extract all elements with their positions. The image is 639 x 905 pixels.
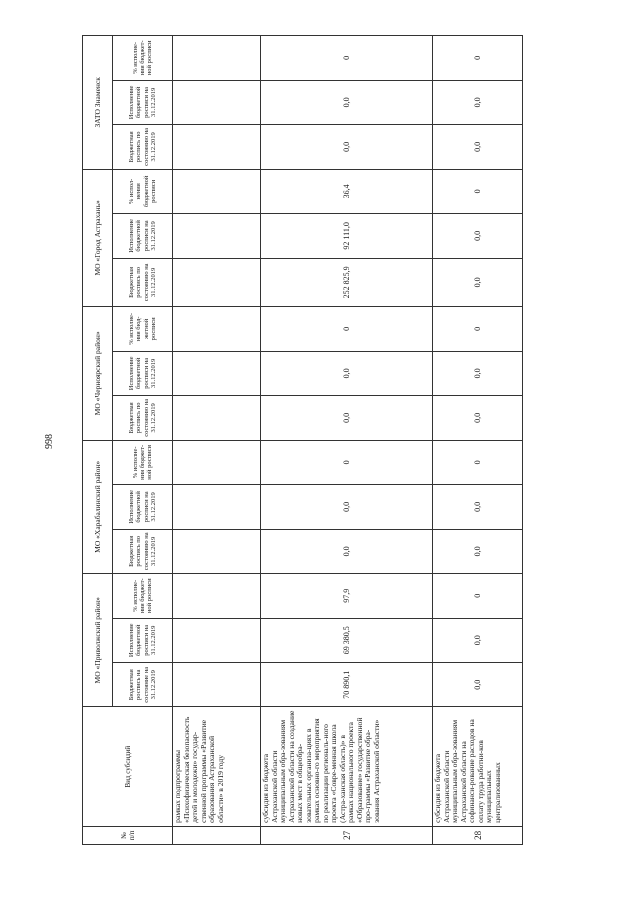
mo-header-znamensk: ЗАТО Знаменск	[83, 36, 113, 170]
number-header: № п/п	[83, 826, 173, 844]
value-cell: 0,0	[433, 485, 523, 529]
column-header: Исполнение бюджетной росписи на 31.12.2019	[113, 214, 173, 258]
value-cell: 97,9	[261, 574, 433, 618]
value-cell: 0,0	[433, 80, 523, 124]
value-cell: 0,0	[433, 663, 523, 707]
column-header: Бюджетная роспись по состоянию на 31.12.2019	[113, 258, 173, 307]
column-header: Бюджетная роспись на состояние на 31.12.2019	[113, 663, 173, 707]
column-header: Исполнение бюджетной росписи на 31.12.2019	[113, 351, 173, 395]
value-cell: 0,0	[433, 396, 523, 440]
value-cell: 0,0	[433, 529, 523, 573]
table-row	[173, 36, 261, 845]
mo-header-privolzhsky: МО «Приволжский район»	[83, 574, 113, 707]
subsidy-description: рамках подпрограммы «Психофизическая безопасность детей и молодежи» государ-ственной программы «Развитие образования Астраханской области» в 2019 году	[173, 707, 261, 826]
value-cell	[173, 169, 261, 213]
value-cell: 0,0	[261, 80, 433, 124]
value-cell: 252 825,9	[261, 258, 433, 307]
value-cell: 0,0	[261, 396, 433, 440]
value-cell: 0,0	[261, 125, 433, 169]
table-row	[261, 36, 433, 845]
value-cell: 0	[433, 574, 523, 618]
mo-header-kharabalinsky: МО «Харабалинский район»	[83, 440, 113, 573]
value-cell: 0,0	[261, 351, 433, 395]
row-number: 27	[261, 826, 433, 844]
value-cell: 0	[261, 307, 433, 351]
row-number	[173, 826, 261, 844]
value-cell	[173, 618, 261, 662]
value-cell: 0,0	[433, 214, 523, 258]
value-cell	[173, 214, 261, 258]
value-cell: 0,0	[433, 351, 523, 395]
value-cell	[173, 125, 261, 169]
value-cell: 0,0	[261, 485, 433, 529]
column-header: % исполне-ния бюджет-ной росписи	[113, 574, 173, 618]
value-cell: 70 890,1	[261, 663, 433, 707]
value-cell	[173, 440, 261, 485]
value-cell	[173, 36, 261, 81]
value-cell	[173, 307, 261, 351]
subsidy-description: субсидия из бюджета Астраханской области муниципальным обра-зованиям Астраханской области на создание новых мест в общеобра-зовательных организа-циях в рамках основно-го мероприятия по реализации региональ-ного проекта «Совре-менная школа (Астра-ханская область)» в рамках национального проекта «Образование» государственной про-граммы «Развитие обра-зования Астраханской области»	[261, 707, 433, 826]
column-header: % испол-нения бюджетной росписи	[113, 169, 173, 213]
value-cell: 0,0	[433, 618, 523, 662]
column-header: Исполнение бюджетной росписи на 31.12.2019	[113, 618, 173, 662]
subsidy-type-header: Вид субсидий	[83, 707, 173, 826]
value-cell: 0	[433, 169, 523, 213]
value-cell	[173, 529, 261, 573]
column-header: Бюджетная роспись по состоянию на 31.12.2019	[113, 529, 173, 573]
value-cell: 0	[261, 36, 433, 81]
value-cell	[173, 258, 261, 307]
value-cell: 92 111,0	[261, 214, 433, 258]
mo-header-chernoyarsky: МО «Черноярский район»	[83, 307, 113, 440]
value-cell: 0	[433, 307, 523, 351]
value-cell	[173, 574, 261, 618]
column-header: Бюджетная роспись по состоянию на 31.12.2019	[113, 125, 173, 169]
column-header: % исполне-ния бюд-жетной росписи	[113, 307, 173, 351]
value-cell	[173, 663, 261, 707]
rotated-table-container	[82, 35, 522, 845]
value-cell: 0,0	[433, 125, 523, 169]
value-cell	[173, 396, 261, 440]
subsidy-table	[82, 35, 523, 845]
mo-header-astrakhan-city: МО «Город Астрахань»	[83, 169, 113, 307]
value-cell: 0	[433, 440, 523, 485]
value-cell: 0,0	[261, 529, 433, 573]
value-cell	[173, 80, 261, 124]
column-header: Бюджетная роспись по состоянию на 31.12.2019	[113, 396, 173, 440]
value-cell: 36,4	[261, 169, 433, 213]
row-number: 28	[433, 826, 523, 844]
value-cell	[173, 351, 261, 395]
value-cell: 0	[261, 440, 433, 485]
column-header: Исполнение бюджетной росписи на 31.12.2019	[113, 485, 173, 529]
value-cell	[173, 485, 261, 529]
table-row	[433, 36, 523, 845]
value-cell: 0	[433, 36, 523, 81]
column-header: Исполнение бюджетной росписи на 31.12.2019	[113, 80, 173, 124]
page-number: 998	[44, 434, 55, 449]
value-cell: 0,0	[433, 258, 523, 307]
column-header: % исполне-ния бюджет-ной росписи	[113, 36, 173, 81]
column-header: % исполне-ния бюджет-ной росписи	[113, 440, 173, 485]
value-cell: 69 380,5	[261, 618, 433, 662]
subsidy-description: субсидия из бюджета Астраханской области муниципальным обра-зованиям Астраханской области на софинанси-рование расходов на оплату труда работни-ков муниципальных централизованных	[433, 707, 523, 826]
